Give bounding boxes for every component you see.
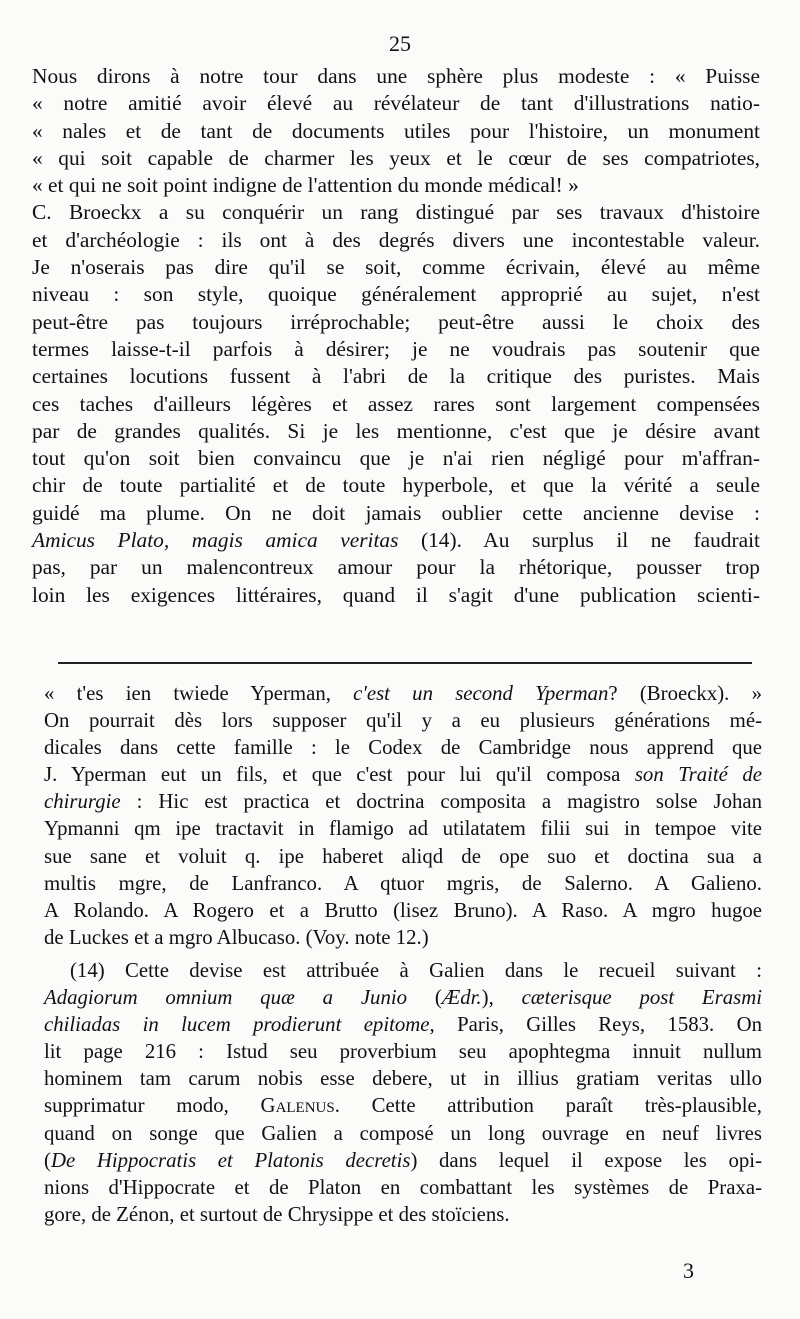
text-line: Nous dirons à notre tour dans une sphère plus modeste : « Puisse xyxy=(32,64,760,88)
text-line: « et qui ne soit point indigne de l'attention du monde médical! » xyxy=(32,173,579,198)
footnote-14-line: hominem tam carum nobis esse debere, ut in illius gratiam veritas ullo xyxy=(44,1067,762,1091)
footnote-14-line: supprimatur modo, Galenus. Cette attribution paraît très-plausible, xyxy=(44,1094,762,1118)
text-line: Je n'oserais pas dire qu'il se soit, comme écrivain, élevé au même xyxy=(32,255,760,280)
footnote-14-line: quand on songe que Galien a composé un long ouvrage en neuf livres xyxy=(44,1121,762,1145)
footnote-14-line: Adagiorum omnium quæ a Junio (Ædr.), cæterisque post Erasmi xyxy=(44,986,762,1010)
footnote-line: Ypmanni qm ipe tractavit in flamigo ad utilatatem filii sui in tempoe vite xyxy=(44,817,762,841)
text-line: loin les exigences littéraires, quand il s'agit d'une publication scienti- xyxy=(32,582,760,607)
text-line: certaines locutions fussent à l'abri de la critique des puristes. Mais xyxy=(32,364,760,389)
text-line: « nales et de tant de documents utiles pour l'histoire, un monument xyxy=(32,118,760,143)
footnote-line: On pourrait dès lors supposer qu'il y a eu plusieurs générations mé- xyxy=(44,709,762,733)
footnote-line: multis mgre, de Lanfranco. A qtuor mgris, de Salerno. A Galieno. xyxy=(44,871,762,895)
footnote-ref-14: (14). Au surplus il ne faudrait xyxy=(398,528,760,553)
footnote-line: A Rolando. A Rogero et a Brutto (lisez Bruno). A Raso. A mgro hugoe xyxy=(44,898,762,922)
text-line: peut-être pas toujours irréprochable; peut-être aussi le choix des xyxy=(32,309,760,334)
text-line: « notre amitié avoir élevé au révélateur de tant d'illustrations natio- xyxy=(32,91,760,116)
text-line: par de grandes qualités. Si je les mentionne, c'est que je désire avant xyxy=(32,418,760,443)
text-line: termes laisse-t-il parfois à désirer; je ne voudrais pas soutenir que xyxy=(32,336,760,361)
footnotes-block xyxy=(44,680,762,1228)
page-number: 25 xyxy=(389,31,411,56)
footnote-line: chirurgie : Hic est practica et doctrina composita a magistro solse Johan xyxy=(44,790,762,814)
text-line: tout qu'on soit bien convaincu que je n'ai rien négligé pour m'affran- xyxy=(32,446,760,471)
text-line: « qui soit capable de charmer les yeux et le cœur de ses compatriotes, xyxy=(32,145,760,170)
footnote-line: dicales dans cette famille : le Codex de Cambridge nous apprend que xyxy=(44,736,762,760)
text-line: niveau : son style, quoique généralement approprié au sujet, n'est xyxy=(32,282,760,307)
footnote-line: de Luckes et a mgro Albucaso. (Voy. note 12.) xyxy=(44,925,429,949)
footnote-separator-rule xyxy=(58,662,752,664)
text-line-devise xyxy=(32,527,760,554)
footnote-line: sue sane et voluit q. ipe haberet aliqd de ope suo et doctina sua a xyxy=(44,844,762,868)
footnote-14-line: chiliadas in lucem prodierunt epitome, Paris, Gilles Reys, 1583. On xyxy=(44,1013,762,1037)
footnote-line: J. Yperman eut un fils, et que c'est pour lui qu'il composa son Traité de xyxy=(44,763,763,787)
text-line: guidé ma plume. On ne doit jamais oublier cette ancienne devise : xyxy=(32,500,760,525)
main-text-block xyxy=(32,63,760,609)
footnote-14-line: nions d'Hippocrate et de Platon en combattant les systèmes de Praxa- xyxy=(44,1175,762,1199)
signature-mark: 3 xyxy=(683,1258,694,1283)
text-line: chir de toute partialité et de toute hyperbole, et que la vérité a seule xyxy=(32,473,760,498)
latin-motto: Amicus Plato, magis amica veritas xyxy=(32,528,399,553)
text-line: C. Broeckx a su conquérir un rang distingué par ses travaux d'histoire xyxy=(32,200,760,225)
footnote-14-line: (De Hippocratis et Platonis decretis) dans lequel il expose les opi- xyxy=(44,1148,763,1172)
text-line: ces taches d'ailleurs légères et assez rares sont largement compensées xyxy=(32,391,760,416)
footnote-14-line: lit page 216 : Istud seu proverbium seu apophtegma innuit nullum xyxy=(44,1040,762,1064)
text-line: et d'archéologie : ils ont à des degrés divers une incontestable valeur. xyxy=(32,227,760,252)
footnote-14-line: (14) Cette devise est attribuée à Galien dans le recueil suivant : xyxy=(70,958,762,982)
footnote-line: « t'es ien twiede Yperman, c'est un second Yperman? (Broeckx). » xyxy=(44,682,762,705)
text-line: pas, par un malencontreux amour pour la rhétorique, pousser trop xyxy=(32,555,760,580)
footnote-14-line: gore, de Zénon, et surtout de Chrysippe et des stoïciens. xyxy=(44,1202,510,1226)
